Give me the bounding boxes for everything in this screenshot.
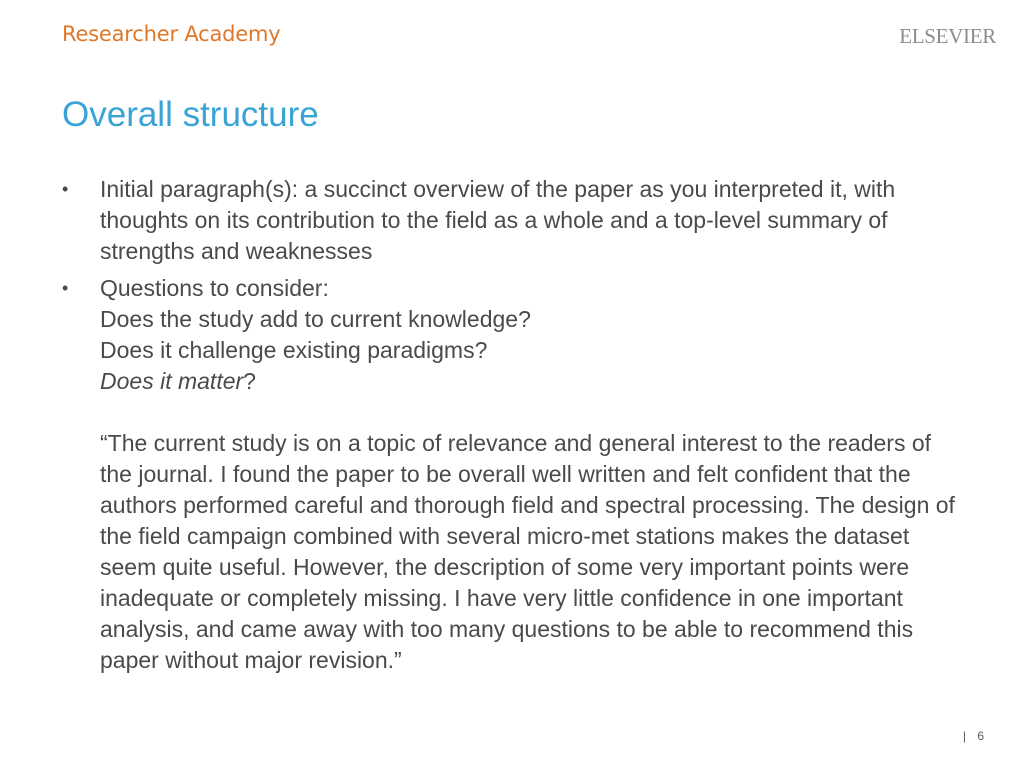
questions-heading: Questions to consider: <box>100 275 329 301</box>
question-3 <box>100 366 962 397</box>
elsevier-logo: ELSEVIER <box>899 24 996 48</box>
slide-title: Overall structure <box>62 95 319 134</box>
overview-text: Initial paragraph(s): a succinct overview of the paper as you interpreted it, with thoughts on its contribution to the field as a whole and a top-level summary of strengths and weaknesses <box>100 176 896 264</box>
spacer <box>100 397 962 428</box>
reviewer-quote: “The current study is on a topic of relevance and general interest to the readers of the journal. I found the paper to be overall well written and felt confident that the authors performed careful and thorough field and spectral processing. The design of the field campaign combined with several micro-met stations makes the dataset seem quite useful. However, the description of some very important points were inadequate or completely missing. I have very little confidence in one important analysis, and came away with too many questions to be able to recommend this paper without major revision.” <box>100 430 955 673</box>
page-footer <box>963 729 984 743</box>
bullet-list <box>62 174 962 682</box>
question-3-italic: Does it matter <box>100 368 244 394</box>
page-number: 6 <box>977 729 984 743</box>
researcher-academy-logo: Researcher Academy <box>62 22 281 46</box>
question-1: Does the study add to current knowledge? <box>100 306 531 332</box>
bullet-icon: • <box>62 278 69 298</box>
question-2: Does it challenge existing paradigms? <box>100 337 488 363</box>
bullet-item-overview <box>62 174 962 267</box>
question-3-end: ? <box>243 368 256 394</box>
bullet-item-questions <box>62 273 962 676</box>
bullet-icon: • <box>62 179 69 199</box>
footer-separator: | <box>962 729 966 743</box>
